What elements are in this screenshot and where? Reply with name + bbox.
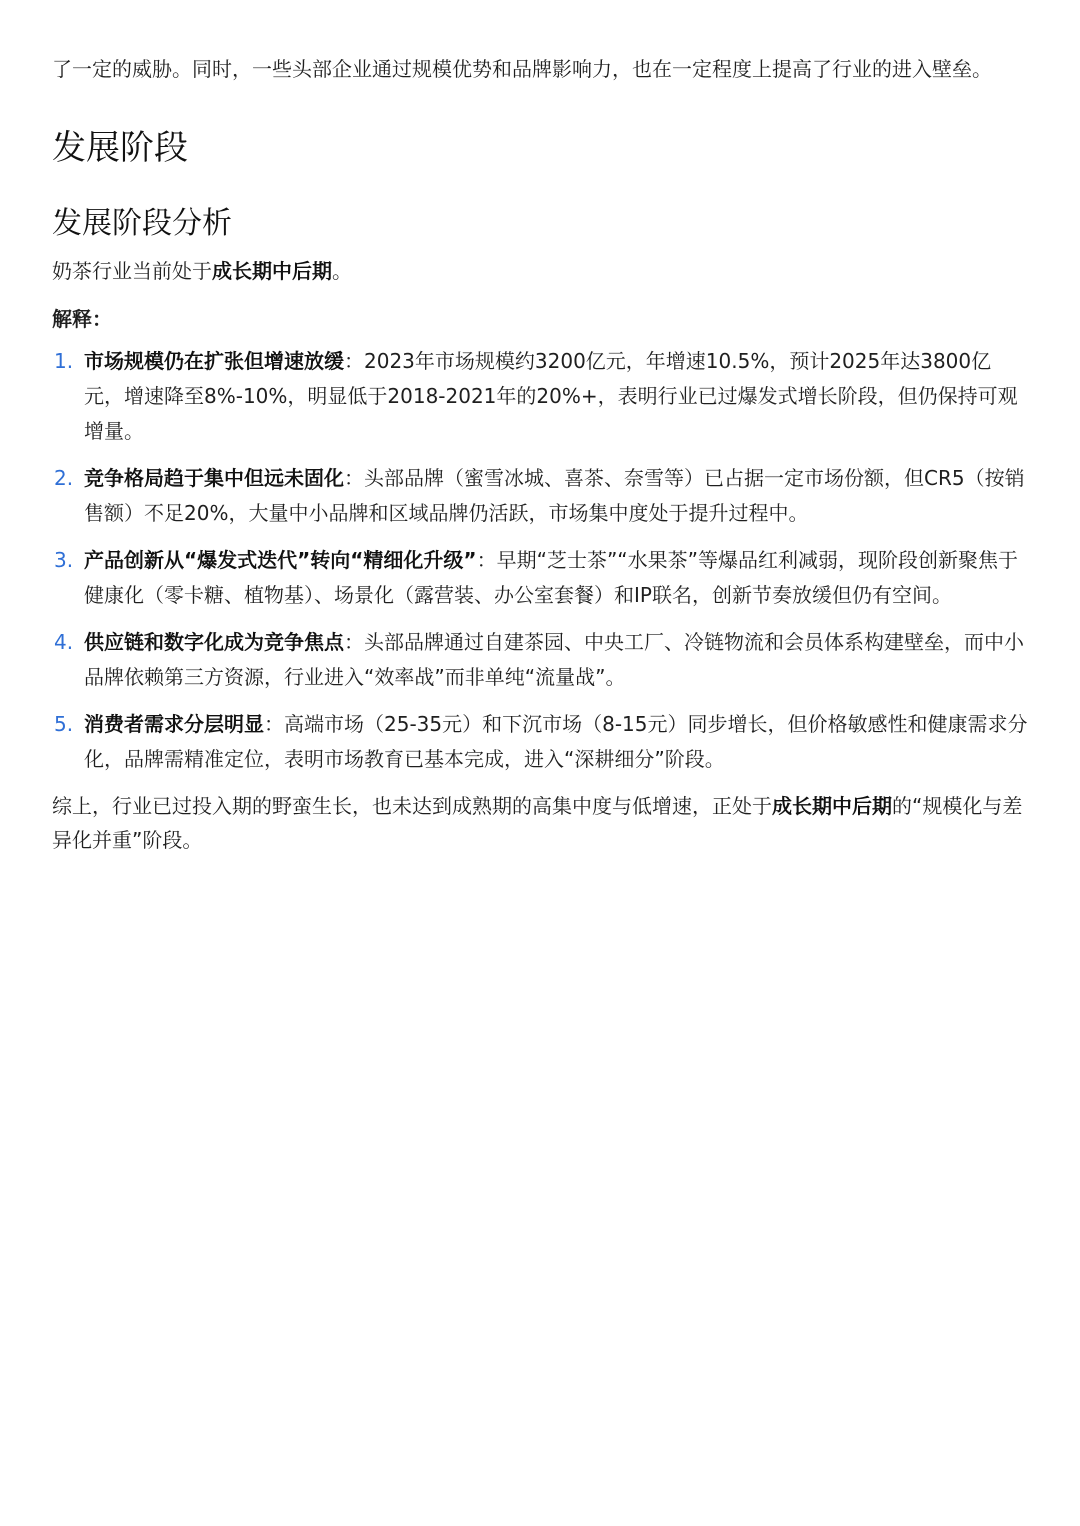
list-item-number: 1. — [54, 349, 74, 373]
summary-suffix: 的“规模化与差异化并重”阶段。 — [52, 794, 1023, 852]
lead-paragraph — [52, 254, 1028, 288]
list-item — [52, 625, 1028, 695]
summary-paragraph — [52, 789, 1028, 857]
list-item-number: 5. — [54, 712, 74, 736]
list-item — [52, 543, 1028, 613]
list-item — [52, 344, 1028, 449]
section-title: 发展阶段 — [52, 128, 188, 168]
list-item-number: 3. — [54, 548, 74, 572]
analysis-list — [52, 344, 1028, 777]
list-item — [52, 461, 1028, 531]
summary-prefix: 综上，行业已过投入期的野蛮生长，也未达到成熟期的高集中度与低增速，正处于 — [52, 794, 772, 818]
list-item-text: ：早期“芝士茶”“水果茶”等爆品红利减弱，现阶段创新聚焦于健康化（零卡糖、植物基）、场景化（露营装、办公室套餐）和IP联名，创新节奏放缓但仍有空间。 — [84, 548, 1019, 607]
summary-bold: 成长期中后期 — [772, 794, 892, 818]
lead-prefix: 奶茶行业当前处于 — [52, 259, 212, 283]
list-item-text: ：头部品牌通过自建茶园、中央工厂、冷链物流和会员体系构建壁垒，而中小品牌依赖第三方资源，行业进入“效率战”而非单纯“流量战”。 — [84, 630, 1024, 689]
list-item-text: ：头部品牌（蜜雪冰城、喜茶、奈雪等）已占据一定市场份额，但CR5（按销售额）不足20%，大量中小品牌和区域品牌仍活跃，市场集中度处于提升过程中。 — [84, 466, 1025, 525]
list-item-heading: 产品创新从“爆发式迭代”转向“精细化升级” — [84, 548, 477, 572]
list-item-heading: 消费者需求分层明显 — [84, 712, 264, 736]
list-item-heading: 供应链和数字化成为竞争焦点 — [84, 630, 344, 654]
list-item — [52, 707, 1028, 777]
list-item-number: 2. — [54, 466, 74, 490]
list-item-text: ：高端市场（25-35元）和下沉市场（8-15元）同步增长，但价格敏感性和健康需求分化，品牌需精准定位，表明市场教育已基本完成，进入“深耕细分”阶段。 — [84, 712, 1028, 771]
explain-label: 解释： — [52, 307, 112, 331]
intro-paragraph: 了一定的威胁。同时，一些头部企业通过规模优势和品牌影响力，也在一定程度上提高了行业的进入壁垒。 — [52, 57, 992, 81]
lead-bold: 成长期中后期 — [212, 259, 332, 283]
list-item-text: ：2023年市场规模约3200亿元，年增速10.5%，预计2025年达3800亿元，增速降至8%-10%，明显低于2018-2021年的20%+，表明行业已过爆发式增长阶段，但仍保持可观增量。 — [84, 349, 1018, 443]
list-item-number: 4. — [54, 630, 74, 654]
subsection-title: 发展阶段分析 — [52, 206, 232, 241]
list-item-heading: 竞争格局趋于集中但远未固化 — [84, 466, 344, 490]
lead-suffix: 。 — [332, 259, 352, 283]
list-item-heading: 市场规模仍在扩张但增速放缓 — [84, 349, 344, 373]
